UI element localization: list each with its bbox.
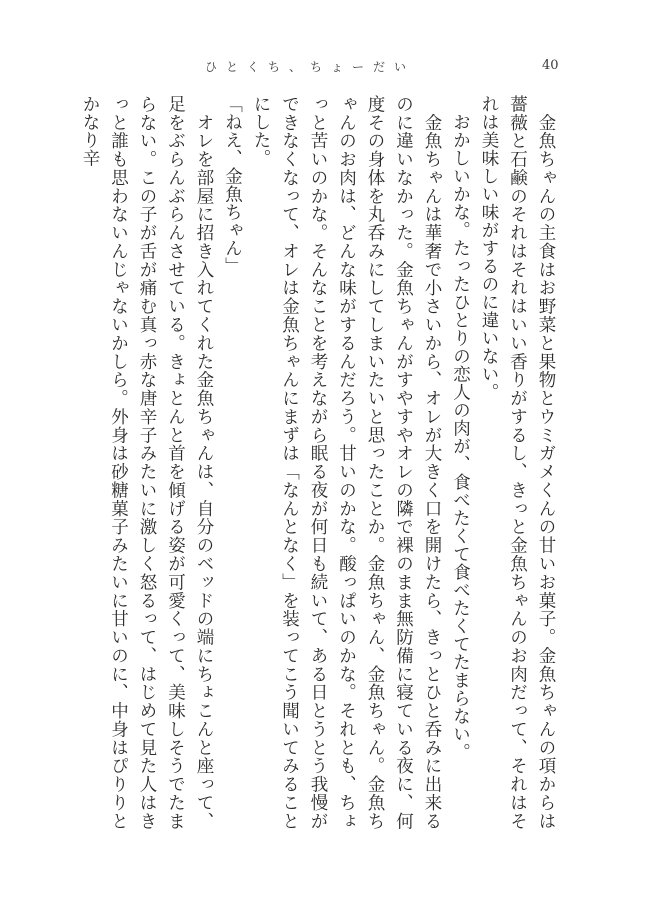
running-title: ひとくち、ちょーだい — [204, 60, 415, 74]
body-text — [80, 95, 560, 831]
paragraph: 金魚ちゃんは華奢で小さいから、オレが大きく口を開けたら、きっとひと呑みに出来るのに違いなかった。金魚ちゃんがすやすやオレの隣で裸のまま無防備に寝ている夜に、何度その身体を丸呑みにしてしまいたいと思ったことか。金魚ちゃん、金魚ちゃん。金魚ちゃんのお肉は、どんな味がするんだろう。甘いのかな。酸っぱいのかな。それとも、ちょっと苦いのかな。そんなことを考えながら眠る夜が何日も続いて、ある日とうとう我慢ができなくなって、オレは金魚ちゃんにまずは「なんとなく」を装ってこう聞いてみることにした。 — [251, 95, 442, 831]
paragraph: オレを部屋に招き入れてくれた金魚ちゃんは、自分のベッドの端にちょこんと座って、足をぶらんぶらんさせている。きょとんと首を傾げる姿が可愛くって、美味しそうでたまらない。この子が舌が痛む真っ赤な唐辛子みたいに激しく怒るって、はじめて見た人はきっと誰も思わないんじゃないかしら。外身は砂糖菓子みたいに甘いのに、中身はぴりりとかなり辛 — [80, 95, 214, 831]
dialogue-line: 「ねえ、金魚ちゃん」 — [222, 95, 243, 275]
paragraph: 金魚ちゃんの主食はお野菜と果物とウミガメくんの甘いお菓子。金魚ちゃんの項からは薔薇と石鹸のそれはそれはいい香りがするし、きっと金魚ちゃんのお肉だって、それはそれは美味しい味がするのに違いない。 — [479, 95, 556, 830]
page-number: 40 — [542, 58, 559, 73]
paragraph: おかしいかな。たったひとりの恋人の肉が、食べたくて食べたくてたまらない。 — [450, 95, 471, 761]
